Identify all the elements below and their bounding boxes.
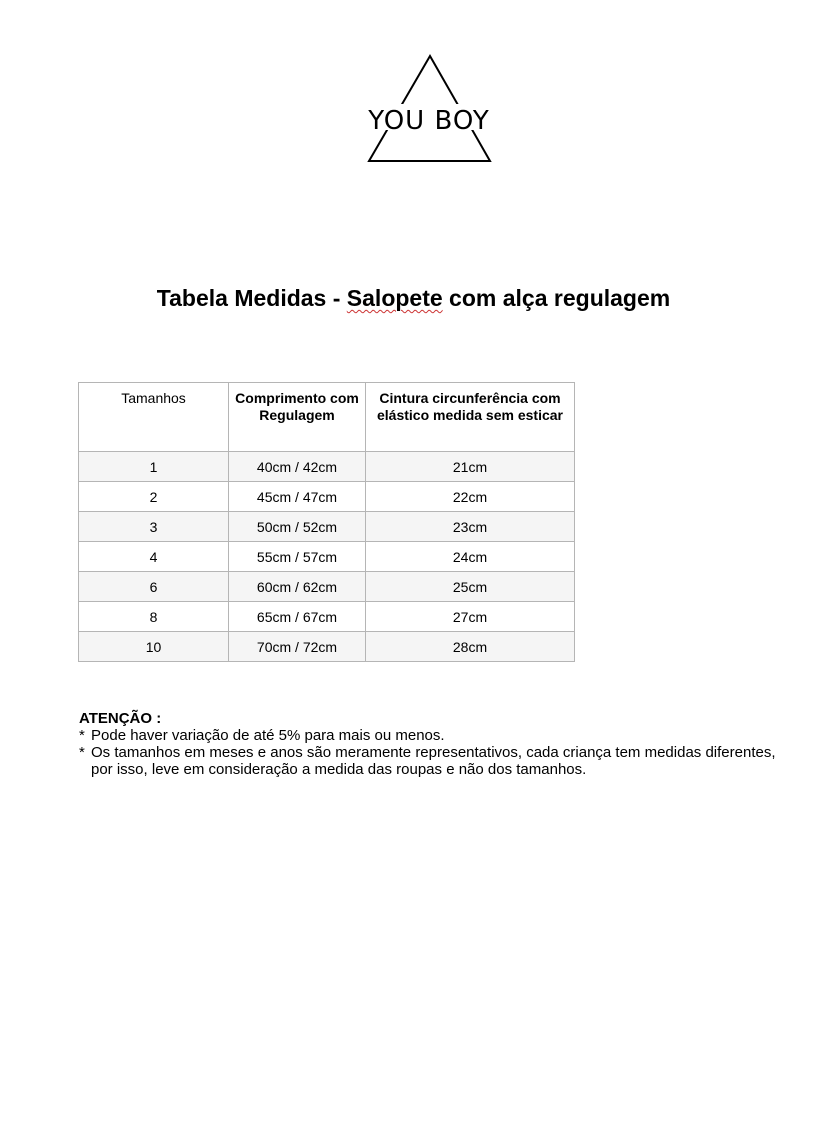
table-row <box>79 632 575 662</box>
cell-size: 1 <box>79 452 229 482</box>
cell-waist: 25cm <box>366 572 575 602</box>
cell-size: 10 <box>79 632 229 662</box>
logo-text: YOU BOY <box>368 106 490 136</box>
logo-triangle-icon <box>360 52 498 166</box>
note-text: Os tamanhos em meses e anos são meramente representativos, cada criança tem medidas diferentes, por isso, leve em consideração a medida das roupas e não dos tamanhos. <box>91 744 776 778</box>
cell-waist: 28cm <box>366 632 575 662</box>
table-header-row <box>79 383 575 452</box>
cell-size: 3 <box>79 512 229 542</box>
note-bullet: * <box>79 744 85 761</box>
table-row <box>79 482 575 512</box>
cell-size: 6 <box>79 572 229 602</box>
page-title <box>0 285 827 312</box>
notes-heading: ATENÇÃO : <box>79 710 162 727</box>
cell-waist: 22cm <box>366 482 575 512</box>
cell-length: 50cm / 52cm <box>229 512 366 542</box>
header-comprimento: Comprimento com Regulagem <box>229 383 366 452</box>
title-prefix: Tabela Medidas - <box>156 285 347 311</box>
cell-waist: 27cm <box>366 602 575 632</box>
note-item <box>79 727 779 744</box>
cell-waist: 23cm <box>366 512 575 542</box>
table-row <box>79 602 575 632</box>
header-cintura: Cintura circunferência com elástico medida sem esticar <box>366 383 575 452</box>
notes-section <box>79 710 779 778</box>
table-row <box>79 512 575 542</box>
note-text: Pode haver variação de até 5% para mais ou menos. <box>91 727 445 744</box>
cell-waist: 21cm <box>366 452 575 482</box>
table-row <box>79 542 575 572</box>
cell-length: 60cm / 62cm <box>229 572 366 602</box>
table-row <box>79 452 575 482</box>
table-row <box>79 572 575 602</box>
note-bullet: * <box>79 727 85 744</box>
title-product-name: Salopete <box>346 285 443 311</box>
cell-size: 8 <box>79 602 229 632</box>
cell-length: 40cm / 42cm <box>229 452 366 482</box>
cell-size: 2 <box>79 482 229 512</box>
cell-length: 70cm / 72cm <box>229 632 366 662</box>
brand-logo <box>360 52 498 166</box>
cell-size: 4 <box>79 542 229 572</box>
header-tamanhos: Tamanhos <box>79 383 229 452</box>
size-table <box>78 382 575 662</box>
cell-length: 65cm / 67cm <box>229 602 366 632</box>
note-item <box>79 744 779 778</box>
cell-waist: 24cm <box>366 542 575 572</box>
cell-length: 55cm / 57cm <box>229 542 366 572</box>
title-suffix: com alça regulagem <box>442 285 671 311</box>
cell-length: 45cm / 47cm <box>229 482 366 512</box>
